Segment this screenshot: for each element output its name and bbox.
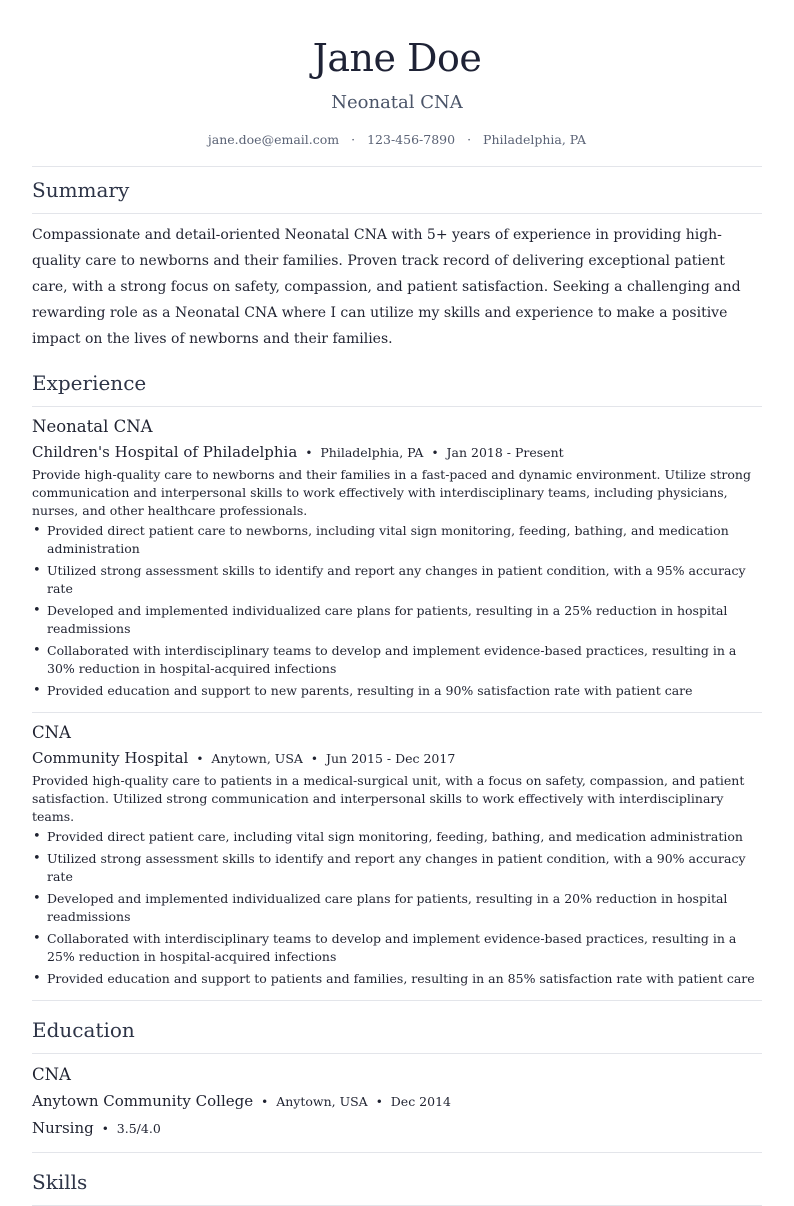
job-meta — [32, 748, 762, 769]
resume-header — [32, 0, 762, 148]
job-employer: Children's Hospital of Philadelphia — [32, 443, 298, 461]
list-item: • Developed and implemented individualized care plans for patients, resulting in a 25% reduction in hospital readmissions — [32, 602, 762, 638]
education-section-header — [32, 1001, 762, 1053]
list-item: • Provided education and support to patients and families, resulting in an 85% satisfaction rate with patient care — [32, 970, 762, 988]
job-location: Philadelphia, PA — [320, 445, 424, 460]
job-meta — [32, 442, 762, 463]
meta-dot: • — [310, 752, 318, 766]
job-location: Anytown, USA — [211, 751, 303, 766]
job-description: Provided high-quality care to patients in a medical-surgical unit, with a focus on safety, compassion, and patient satisfaction. Utilized strong communication and interpersonal skills to work effectively with interdisciplinary teams. — [32, 773, 745, 824]
job-employer: Community Hospital — [32, 749, 189, 767]
candidate-name: Jane Doe — [312, 36, 482, 80]
job-dates: Jan 2018 - Present — [446, 445, 564, 460]
job-bullets — [32, 828, 762, 988]
job-title: CNA — [32, 723, 71, 742]
meta-dot: • — [101, 1122, 109, 1136]
contact-line — [32, 132, 762, 148]
job-title: Neonatal CNA — [32, 417, 153, 436]
education-field: Nursing — [32, 1119, 94, 1137]
education-entry — [32, 1054, 762, 1152]
meta-dot: • — [196, 752, 204, 766]
candidate-title: Neonatal CNA — [331, 92, 463, 113]
experience-section-header — [32, 360, 762, 406]
job-entry — [32, 407, 762, 712]
meta-dot: • — [375, 1095, 383, 1109]
job-bullets — [32, 522, 762, 700]
list-item: • Provided education and support to new parents, resulting in a 90% satisfaction rate with patient care — [32, 682, 762, 700]
list-item: • Provided direct patient care, including vital sign monitoring, feeding, bathing, and medication administration — [32, 828, 762, 846]
contact-separator: · — [351, 132, 356, 147]
education-school: Anytown Community College — [32, 1092, 254, 1110]
skills-heading: Skills — [32, 1170, 88, 1194]
list-item: • Utilized strong assessment skills to identify and report any changes in patient condition, with a 95% accuracy rate — [32, 562, 762, 598]
education-gpa: 3.5/4.0 — [116, 1121, 161, 1136]
job-entry — [32, 713, 762, 1000]
job-description: Provide high-quality care to newborns and their families in a fast-paced and dynamic environment. Utilize strong communication and interpersonal skills to work effectively with interdisciplinary teams, including physicians, nurses, and other healthcare professionals. — [32, 467, 751, 518]
divider — [32, 213, 762, 214]
education-heading: Education — [32, 1018, 135, 1042]
skills-section-header — [32, 1153, 762, 1205]
meta-dot: • — [431, 446, 439, 460]
summary-section-header — [32, 167, 762, 213]
job-dates: Jun 2015 - Dec 2017 — [326, 751, 456, 766]
list-item: • Developed and implemented individualized care plans for patients, resulting in a 20% reduction in hospital readmissions — [32, 890, 762, 926]
summary-text: Compassionate and detail-oriented Neonatal CNA with 5+ years of experience in providing high-quality care to newborns and their families. Proven track record of delivering exceptional patient care, with a strong focus on safety, compassion, and patient satisfaction. Seeking a challenging and rewarding role as a Neonatal CNA where I can utilize my skills and experience to make a positive impact on the lives of newborns and their families. — [32, 227, 741, 347]
list-item: • Provided direct patient care to newborns, including vital sign monitoring, feeding, bathing, and medication administration — [32, 522, 762, 558]
education-date: Dec 2014 — [390, 1094, 451, 1109]
meta-dot: • — [305, 446, 313, 460]
contact-separator: · — [467, 132, 472, 147]
education-field-line — [32, 1117, 762, 1140]
contact-phone[interactable]: 123-456-7890 — [367, 132, 456, 147]
list-item: • Utilized strong assessment skills to identify and report any changes in patient condition, with a 90% accuracy rate — [32, 850, 762, 886]
contact-email[interactable]: jane.doe@email.com — [207, 132, 340, 147]
list-item: • Collaborated with interdisciplinary teams to develop and implement evidence-based practices, resulting in a 25% reduction in hospital-acquired infections — [32, 930, 762, 966]
education-school-line — [32, 1090, 762, 1113]
summary-heading: Summary — [32, 178, 130, 202]
list-item: • Collaborated with interdisciplinary teams to develop and implement evidence-based practices, resulting in a 30% reduction in hospital-acquired infections — [32, 642, 762, 678]
education-location: Anytown, USA — [276, 1094, 368, 1109]
meta-dot: • — [261, 1095, 269, 1109]
experience-heading: Experience — [32, 371, 147, 395]
contact-location: Philadelphia, PA — [483, 132, 587, 147]
education-degree: CNA — [32, 1065, 71, 1084]
